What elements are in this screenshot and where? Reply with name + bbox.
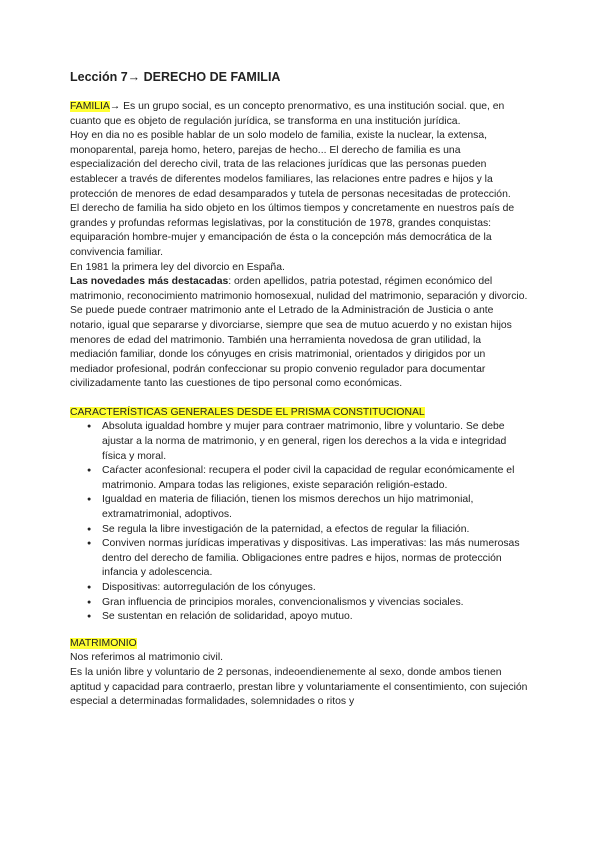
list-item: ● Absoluta igualdad hombre y mujer para contraer matrimonio, libre y voluntario. Se debe ajustar a la norma de matrimonio, y en general, rigen los derechos a la vida e integridad física y moral. <box>70 420 528 464</box>
familia-highlight: FAMILIA <box>70 101 110 112</box>
list-item: ● Conviven normas jurídicas imperativas y dispositivas. Las imperativas: las más numerosas dentro del derecho de familia. Obligaciones entre padres e hijos, normas de protección infancia y adolescencia. <box>70 537 528 581</box>
caracteristicas-heading <box>70 406 528 421</box>
familia-intro-text: Es un grupo social, es un concepto prenormativo, es una institución social. que, en cuanto que es objeto de regulación jurídica, se transforma en una institución jurídica. <box>70 101 505 127</box>
familia-arrow: → <box>109 101 121 112</box>
caracteristicas-list <box>70 420 528 624</box>
list-item: ● Se sustentan en relación de solidaridad, apoyo mutuo. <box>70 610 528 625</box>
familia-paragraph-2: Hoy en dia no es posible hablar de un solo modelo de familia, existe la nuclear, la extensa, monoparental, pareja homo, hetero, parejas de hecho... El derecho de familia es una especialización del derecho civil, trata de las relaciones jurídicas que las personas pueden establecer a través de diferentes modelos familiares, las relaciones entre padres e hijos y la protección de menores de edad desamparados y tutela de personas necesitadas de protección. <box>70 130 511 200</box>
matrimonio-heading <box>70 637 528 652</box>
novedades-paragraph <box>70 275 528 392</box>
familia-paragraph-4: En 1981 la primera ley del divorcio en España. <box>70 261 285 273</box>
list-item: ● Caŕacter aconfesional: recupera el poder civil la capacidad de regular económicamente el matrimonio. Ampara todas las religiones, existe separación religión-estado. <box>70 464 528 493</box>
page-title: Lección 7→ DERECHO DE FAMILIA <box>70 70 281 84</box>
matrimonio-paragraph-1: Nos referimos al matrimonio civil. <box>70 652 224 664</box>
novedades-text: : orden apellidos, patria potestad, régimen económico del matrimonio, reconocimiento matrimonio homosexual, nulidad del matrimonio, separación y divorcio. Se puede puede contraer matrimonio ante el Letrado de la Administración de Justicia o ante notario, igual que separarse y divorciarse, siempre que sea de mutuo acuerdo y no existan hijos menores de edad del matrimonio. También una herramienta novedosa de gran utilidad, la mediación familiar, donde los cónyuges en crisis matrimonial, orientados y dirigidos por un mediador profesional, podrán confeccionar su propio convenio regulador para documentar civilizadamente tanto las cuestiones de tipo personal como económicas. <box>70 276 528 390</box>
matrimonio-highlight: MATRIMONIO <box>70 637 137 649</box>
caracteristicas-highlight: CARACTERÍSTICAS GENERALES DESDE EL PRISMA CONSTITUCIONAL <box>70 406 425 418</box>
novedades-label: Las novedades más destacadas <box>70 276 229 288</box>
list-item: ● Dispositivas: autorregulación de los cónyuges. <box>70 581 528 596</box>
familia-intro-paragraph <box>70 100 528 129</box>
list-item: ● Igualdad en materia de filiación, tienen los mismos derechos un hijo matrimonial, extramatrimonial, adoptivos. <box>70 493 528 522</box>
matrimonio-paragraph-2: Es la unión libre y voluntario de 2 personas, indeoendienemente al sexo, donde ambos tienen aptitud y capacidad para contraerlo, prestan libre y voluntariamente el consentimiento, con sujeción especial a determinadas formalidades, solemnidades o ritos y <box>70 666 528 708</box>
list-item: ● Gran influencia de principios morales, convencionalismos y vivencias sociales. <box>70 596 528 611</box>
list-item: ● Se regula la libre investigación de la paternidad, a efectos de regular la filiación. <box>70 523 528 538</box>
familia-paragraph-3: El derecho de familia ha sido objeto en los últimos tiempos y concretamente en nuestros país de grandes y profundas reformas legislativas, por la constitución de 1978, grandes conquistas: equiparación hombre-mujer y emancipación de ésta o la concepción más democrática de la convivencia familiar. <box>70 203 515 258</box>
